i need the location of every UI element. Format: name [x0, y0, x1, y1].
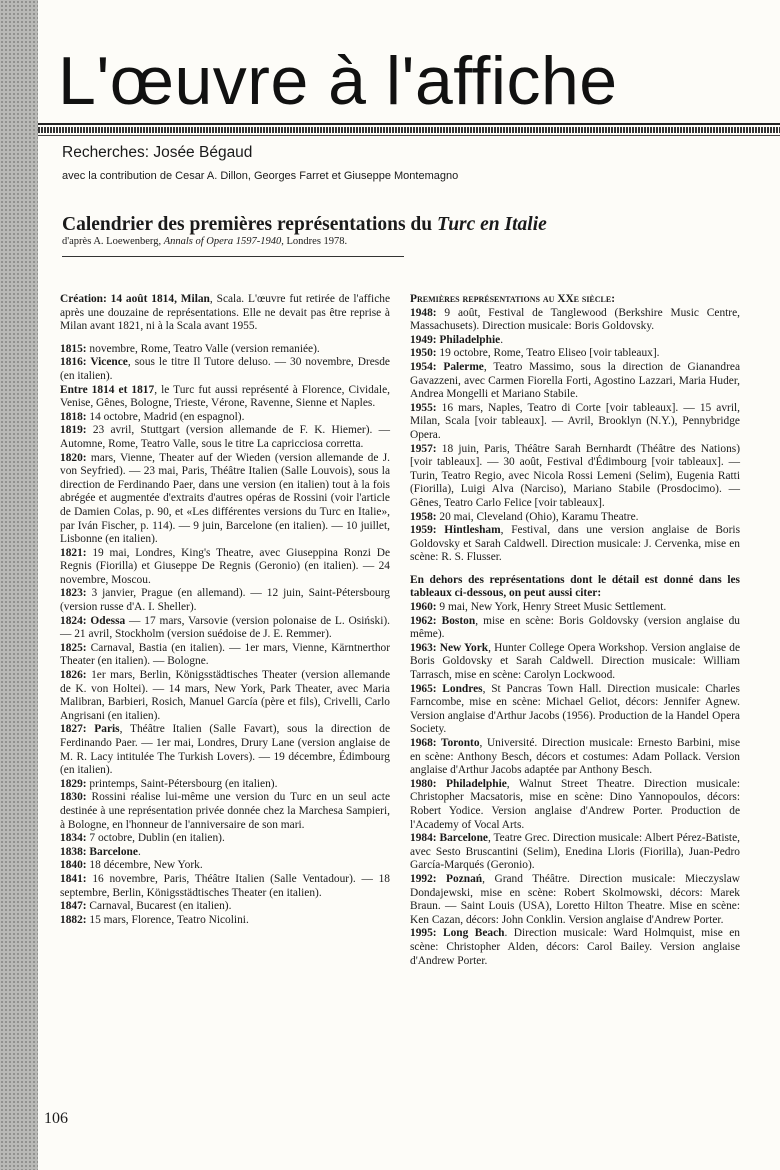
chronology-entry [60, 859, 390, 873]
entry-heading: 1949: Philadelphie [410, 333, 501, 346]
entry-heading: 1950: [410, 347, 437, 360]
entry-heading: 1815: [60, 342, 87, 355]
calendar-heading [62, 214, 547, 236]
entry-heading: Création: 14 août 1814, Milan [60, 293, 210, 305]
entry-heading: 1830: [60, 791, 87, 804]
chronology-entry [60, 669, 390, 723]
title-rule-bottom [38, 135, 780, 136]
chronology-entry [410, 927, 740, 968]
chronology-entry [60, 452, 390, 547]
chronology-entry [60, 547, 390, 588]
entry-text: 18 décembre, New York. [86, 859, 203, 872]
chronology-entry [60, 587, 390, 614]
entry-text: 16 mars, Naples, Teatro di Corte [voir tableaux]. — 15 avril, Milan, Scala [voir tableaux]. — Avril, Brooklyn (N.Y.), Pennybridge Opera. [410, 401, 740, 441]
source-prefix: d'après A. Loewenberg, [62, 236, 162, 247]
entry-text: , mise en scène: Boris Goldovsky (version anglaise du même). [410, 614, 740, 641]
chronology-entry [410, 642, 740, 683]
entry-text: 9 août, Festival de Tanglewood (Berkshire Music Centre, Massachusets). Direction musicale: Boris Goldovsky. [410, 306, 740, 333]
calendar-rule [62, 256, 404, 257]
chronology-entry [60, 900, 390, 914]
entry-text: 18 juin, Paris, Théâtre Sarah Bernhardt (Théâtre des Nations) [voir tableaux]. — 30 août, Festival d'Édimbourg [voir tableaux]. — Turin, Teatro Regio, avec Nicola Rossi Lemeni (Selim), Eugenia Ratti (Fiorilla), Luigi Alva (Narciso), Mariano Stabile (Prosdocimo). — Gênes, Teatro Carlo Felice [voir tableaux]. [410, 442, 740, 509]
entry-text: . Direction musicale: Ward Holmquist, mise en scène: Christopher Alden, décors: Carol Bailey. Version anglaise d'Andrew Porter. [410, 927, 740, 967]
entry-heading: 1847: [60, 900, 87, 913]
entry-text: , Walnut Street Theatre. Direction musicale: Christopher Macsatoris, mise en scène: Dino Yannopoulos, décors: Robert Yodice. Version anglaise d'Andrew Porter. Production de l'Academy of Vocal Arts. [410, 777, 740, 831]
entry-heading: 1955: [410, 401, 437, 414]
chronology-entry [60, 384, 390, 411]
entry-text: . [137, 845, 141, 858]
entry-text: 15 mars, Florence, Teatro Nicolini. [86, 913, 249, 926]
entry-text: , Scala. L'œuvre fut retirée de l'affiche après une douzaine de représentations. Elle ne devait pas être reprise à Milan avant 1821, ni à la Scala avant 1955. [60, 293, 390, 333]
entry-heading: Entre 1814 et 1817 [60, 383, 155, 396]
entry-text: . [500, 333, 504, 346]
entry-heading: En dehors des représentations dont le détail est donné dans les tableaux ci-dessous, on peut aussi citer: [410, 573, 740, 600]
chronology-entry [410, 574, 740, 601]
chronology-entry [60, 343, 390, 357]
chronology-entry [410, 524, 740, 565]
entry-text: , Université. Direction musicale: Ernesto Barbini, mise en scène: Anthony Besch, décors et costumes: Adam Pollack. Version anglaise d'Arthur Jacobs adaptée par Anthony Besch. [410, 737, 740, 777]
entry-text: — 17 mars, Varsovie (version polonaise de L. Osiński). — 21 avril, Stockholm (version suédoise de J. E. Remmer). [60, 614, 391, 641]
entry-heading: 1968: Toronto [410, 737, 480, 749]
entry-text: , le Turc fut aussi représenté à Florence, Cividale, Venise, Gênes, Bologne, Trieste, Vérone, Ravenne, Sienne et Naples. [60, 383, 390, 410]
calendar-heading-work: Turc en Italie [437, 214, 547, 235]
entry-text: 14 octobre, Madrid (en espagnol). [86, 410, 245, 423]
chronology-entry [60, 791, 390, 832]
entry-heading: 1820: [60, 451, 87, 464]
entry-heading: 1980: Philadelphie [410, 777, 507, 790]
title-rule [38, 123, 780, 125]
entry-heading: 1834: [60, 832, 87, 845]
entry-heading: 1957: [410, 442, 437, 455]
chronology-entry [60, 411, 390, 425]
entry-text: 16 novembre, Paris, Théâtre Italien (Salle Ventadour). — 18 septembre, Berlin, Königsstädtisches Theater (en italien). [60, 872, 390, 899]
entry-text: , Grand Théâtre. Direction musicale: Mieczyslaw Dondajewski, mise en scène: Robert Skolmowski, décors: Marek Braun. — Saint Louis (USA), Loretto Hilton Theatre. Mise en scène: Ken Cazan, décors: John Conklin. Version anglaise d'Andrew Porter. [410, 872, 741, 926]
entry-heading: 1841: [60, 872, 87, 885]
entry-heading: 1963: New York [410, 641, 489, 654]
margin-strip [0, 0, 38, 1170]
chronology-entry [410, 778, 740, 832]
chronology-entry [410, 347, 740, 361]
chronology-entry [60, 615, 390, 642]
chronology-entry [60, 293, 390, 334]
entry-heading: 1954: Palerme [410, 360, 484, 373]
calendar-source [62, 236, 347, 247]
chronology-entry [410, 601, 740, 615]
entry-heading: 1840: [60, 859, 87, 872]
chronology-entry [410, 737, 740, 778]
chronology-entry [410, 443, 740, 511]
source-suffix: , Londres 1978. [281, 236, 348, 247]
chronology-entry [60, 424, 390, 451]
entry-heading: 1826: [60, 669, 87, 682]
chronology-entry [410, 293, 740, 307]
chronology-entry [60, 642, 390, 669]
entry-text: Carnaval, Bucarest (en italien). [86, 900, 232, 913]
chronology-entry [410, 402, 740, 443]
chronology-entry [60, 356, 390, 383]
entry-text: mars, Vienne, Theater auf der Wieden (version allemande de J. von Seyfried). — 23 mai, Paris, Théâtre Italien (Salle Louvois), sous la direction de Ferdinando Paer, dans une version (en italien) tout à la fois abrégée et augmentée d'extraits d'autres opéras de Rossini (voir l'article de Damien Colas, p. 90, et «Les différentes versions du Turc en Italie», par Iván Fischer, p. 114). — 9 juin, Barcelone (en italien). — 10 juillet, Lisbonne (en italien). [60, 451, 390, 546]
chronology-entry [60, 778, 390, 792]
entry-heading: 1965: Londres [410, 682, 483, 695]
entry-heading: 1821: [60, 546, 87, 559]
chronology-entry [60, 914, 390, 928]
entry-text: , Teatro Massimo, sous la direction de Gianandrea Gavazzeni, avec Carmen Fiorella Forti, Agostino Lazzari, Maria Huder, Andrea Mongelli et Mariano Stabile. [410, 360, 740, 401]
entry-text: printemps, Saint-Pétersbourg (en italien). [86, 777, 278, 790]
entry-heading: 1958: [410, 510, 437, 523]
entry-text: , Festival, dans une version anglaise de Boris Goldovsky et Sarah Caldwell. Direction musicale: J. Cervenka, mise en scène: R. S. Flusser. [410, 524, 741, 564]
entry-heading: 1829: [60, 777, 87, 790]
entry-text: , Théâtre Italien (Salle Favart), sous la direction de Ferdinando Paer. — 1er mai, Londres, Drury Lane (version anglaise de M. R. Lacy intitulée The Turkish Lovers). — 19 décembre, Édimbourg (en italien). [60, 723, 390, 777]
entry-text: 3 janvier, Prague (en allemand). — 12 juin, Saint-Pétersbourg (version russe d'A. I. Sheller). [60, 587, 390, 614]
chronology-entry [410, 683, 740, 737]
chronology-entry [410, 873, 740, 927]
entry-text: , Teatre Grec. Direction musicale: Albert Pérez-Batiste, avec Sesto Bruscantini (Selim), Enedina Lloris (Fiorilla), Juan-Pedro García-Marqués (Geronio). [410, 832, 740, 872]
entry-heading: 1819: [60, 424, 87, 437]
chronology-entry [60, 723, 390, 777]
entry-text: 1er mars, Berlin, Königsstädtisches Theater (version allemande de K. von Holtei). — 14 mars, New York, Park Theater, avec Maria Malibran, Barbieri, Rosich, Manuel García (père et fils), Crivelli, Carlo Angrisani (en italien). [60, 669, 390, 722]
contributors-credit: avec la contribution de Cesar A. Dillon, Georges Farret et Giuseppe Montemagno [62, 170, 459, 182]
entry-text: 9 mai, New York, Henry Street Music Settlement. [436, 601, 667, 614]
chronology-entry [410, 511, 740, 525]
entry-heading: 1948: [410, 306, 437, 319]
entry-heading: 1816: Vicence [60, 356, 128, 369]
entry-heading: 1827: Paris [60, 723, 120, 736]
chronology-entry [60, 832, 390, 846]
entry-heading: 1959: Hintlesham [410, 524, 501, 537]
chronology-entry [410, 832, 740, 873]
entry-heading: 1995: Long Beach [410, 927, 505, 940]
entry-heading: 1823: [60, 587, 87, 600]
entry-text: Carnaval, Bastia (en italien). — 1er mars, Vienne, Kärntnerthor Theater (en italien). — Bologne. [60, 641, 390, 668]
entry-heading: Premières représentations au XXe siècle: [410, 293, 616, 305]
entry-text: 20 mai, Cleveland (Ohio), Karamu Theatre. [436, 510, 639, 523]
entry-heading: 1818: [60, 410, 87, 423]
source-book: Annals of Opera 1597-1940 [163, 236, 282, 247]
left-column [60, 293, 390, 927]
entry-text: 19 mai, Londres, King's Theatre, avec Giuseppina Ronzi De Regnis (Fiorilla) et Giuseppe De Regnis (Geronio) (en italien). — 24 novembre, Moscou. [60, 546, 390, 586]
entry-heading: 1962: Boston [410, 614, 476, 627]
research-credit: Recherches: Josée Bégaud [62, 144, 253, 161]
entry-text: 19 octobre, Rome, Teatro Eliseo [voir tableaux]. [436, 347, 660, 360]
entry-heading: 1824: Odessa [60, 614, 126, 627]
chronology-entry [410, 361, 740, 402]
entry-heading: 1838: Barcelone [60, 845, 138, 858]
entry-text: 23 avril, Stuttgart (version allemande de F. K. Hiemer). — Automne, Rome, Teatro Valle, sous le titre La capricciosa corretta. [60, 424, 390, 450]
entry-heading: 1992: Poznań [410, 872, 483, 885]
page-title: L'œuvre à l'affiche [58, 43, 618, 119]
entry-text: , St Pancras Town Hall. Direction musicale: Charles Farncombe, mise en scène: Michael Geliot, décors: Jennifer Agnew. Version anglaise d'Arthur Jacobs (1956). Production de la Handel Opera Society. [410, 682, 740, 736]
entry-heading: 1882: [60, 913, 87, 926]
entry-text: Rossini réalise lui-même une version du Turc en un seul acte destinée à une représentation privée donnée chez la Marchesa Sampieri, à Bologne, en l'honneur de l'anniversaire de son mari. [60, 791, 390, 831]
entry-text: , sous le titre Il Tutore deluso. — 30 novembre, Dresde (en italien). [60, 356, 390, 382]
entry-text: novembre, Rome, Teatro Valle (version remaniée). [86, 342, 320, 355]
entry-heading: 1984: Barcelone [410, 832, 488, 845]
chronology-entry [60, 873, 390, 900]
chronology-entry [410, 615, 740, 642]
page-number: 106 [44, 1110, 68, 1127]
chronology-entry [410, 334, 740, 348]
entry-text: 7 octobre, Dublin (en italien). [86, 832, 225, 845]
chronology-entry [410, 307, 740, 334]
right-column [410, 293, 740, 968]
calendar-heading-text: Calendrier des premières représentations du [62, 214, 433, 235]
chronology-entry [60, 846, 390, 860]
entry-heading: 1825: [60, 641, 87, 654]
entry-heading: 1960: [410, 601, 437, 614]
entry-text: , Hunter College Opera Workshop. Version anglaise de Boris Goldovsky et Sarah Caldwell. Direction musicale: William Tarrasch, mise en scène: Carolyn Lockwood. [410, 641, 741, 682]
title-rule-hatched [38, 127, 780, 133]
